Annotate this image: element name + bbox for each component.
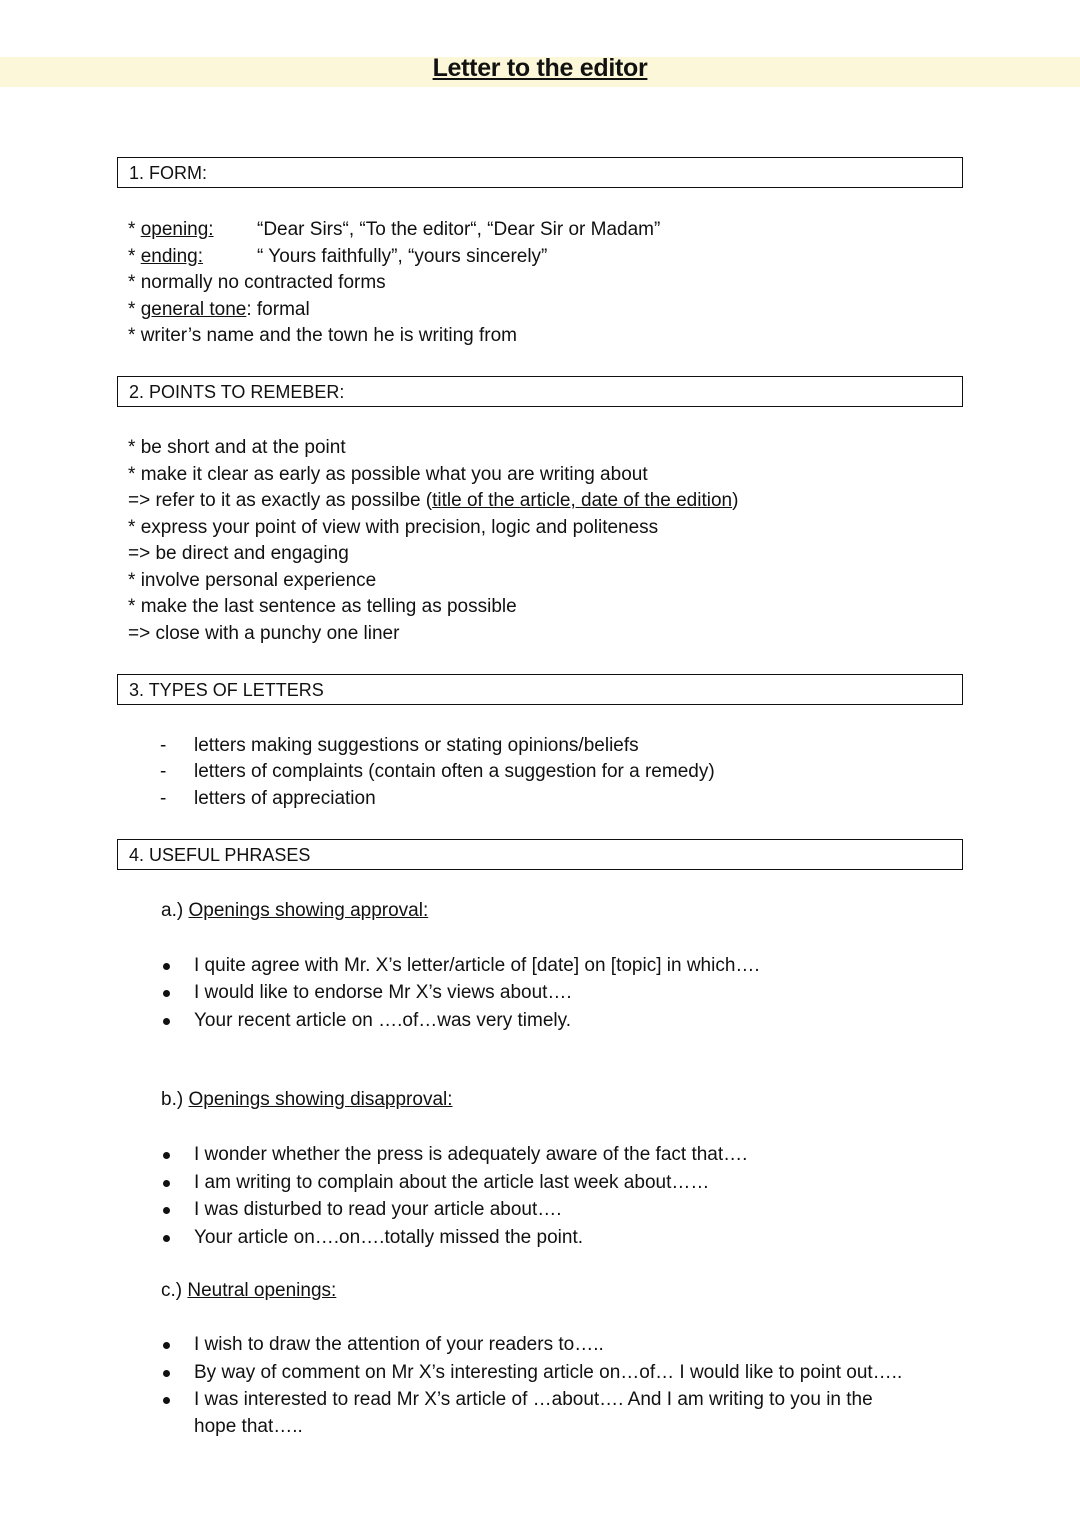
types-item: letters of appreciation <box>194 788 376 809</box>
form-item: * writer’s name and the town he is writing from <box>128 325 517 346</box>
dash-bullet: - <box>160 761 167 782</box>
points-item: => close with a punchy one liner <box>128 623 400 644</box>
types-item: letters making suggestions or stating opinions/beliefs <box>194 735 639 756</box>
tone-label: general tone <box>140 299 247 320</box>
phrase-item: I quite agree with Mr. X’s letter/article of [date] on [topic] in which…. <box>194 955 760 976</box>
phrase-item: I would like to endorse Mr X’s views about…. <box>194 982 572 1003</box>
subheading-approval: a.) Openings showing approval: <box>161 900 429 921</box>
types-item: letters of complaints (contain often a suggestion for a remedy) <box>194 761 715 782</box>
bullet-dot <box>163 1152 170 1159</box>
form-ending-text: “ Yours faithfully”, “yours sincerely” <box>257 246 548 267</box>
section-heading-phrases: 4. USEFUL PHRASES <box>117 839 963 870</box>
bullet-dot <box>163 1207 170 1214</box>
bullet-dot <box>163 1180 170 1187</box>
bullet-dot <box>163 1370 170 1377</box>
form-tone: * general tone: formal <box>128 299 310 320</box>
form-ending: * ending: <box>128 246 204 267</box>
section-heading-points: 2. POINTS TO REMEBER: <box>117 376 963 407</box>
dash-bullet: - <box>160 788 167 809</box>
ending-label: ending: <box>140 246 204 267</box>
phrase-item: I was interested to read Mr X’s article of …about…. And I am writing to you in the <box>194 1389 873 1410</box>
page-title: Letter to the editor <box>432 54 648 82</box>
section-heading-form: 1. FORM: <box>117 157 963 188</box>
bullet-dot <box>163 1342 170 1349</box>
phrase-item: I wish to draw the attention of your readers to….. <box>194 1334 604 1355</box>
points-item: * make the last sentence as telling as possible <box>128 596 517 617</box>
bullet-dot <box>163 1397 170 1404</box>
form-opening-text: “Dear Sirs“, “To the editor“, “Dear Sir or Madam” <box>257 219 661 240</box>
form-opening: * opening: <box>128 219 214 240</box>
phrase-item: Your article on….on….totally missed the point. <box>194 1227 583 1248</box>
bullet-dot <box>163 1235 170 1242</box>
opening-label: opening: <box>140 219 214 240</box>
subheading-neutral: c.) Neutral openings: <box>161 1280 337 1301</box>
form-item: * normally no contracted forms <box>128 272 386 293</box>
phrase-item-continuation: hope that….. <box>194 1416 303 1437</box>
points-underlined: title of the article, date of the edition <box>432 490 733 511</box>
phrase-item: By way of comment on Mr X’s interesting article on…of… I would like to point out….. <box>194 1362 903 1383</box>
phrase-item: I am writing to complain about the article last week about…… <box>194 1172 710 1193</box>
points-item: * make it clear as early as possible what you are writing about <box>128 464 648 485</box>
phrase-item: Your recent article on ….of…was very timely. <box>194 1010 571 1031</box>
subheading-disapproval: b.) Openings showing disapproval: <box>161 1089 453 1110</box>
dash-bullet: - <box>160 735 167 756</box>
points-item: * express your point of view with precision, logic and politeness <box>128 517 659 538</box>
bullet-dot <box>163 990 170 997</box>
phrase-item: I was disturbed to read your article about…. <box>194 1199 562 1220</box>
section-heading-types: 3. TYPES OF LETTERS <box>117 674 963 705</box>
bullet-dot <box>163 963 170 970</box>
points-item: * involve personal experience <box>128 570 377 591</box>
points-item: => refer to it as exactly as possilbe (title of the article, date of the edition) <box>128 490 739 511</box>
points-item: => be direct and engaging <box>128 543 349 564</box>
phrase-item: I wonder whether the press is adequately aware of the fact that…. <box>194 1144 748 1165</box>
bullet-dot <box>163 1018 170 1025</box>
points-item: * be short and at the point <box>128 437 346 458</box>
